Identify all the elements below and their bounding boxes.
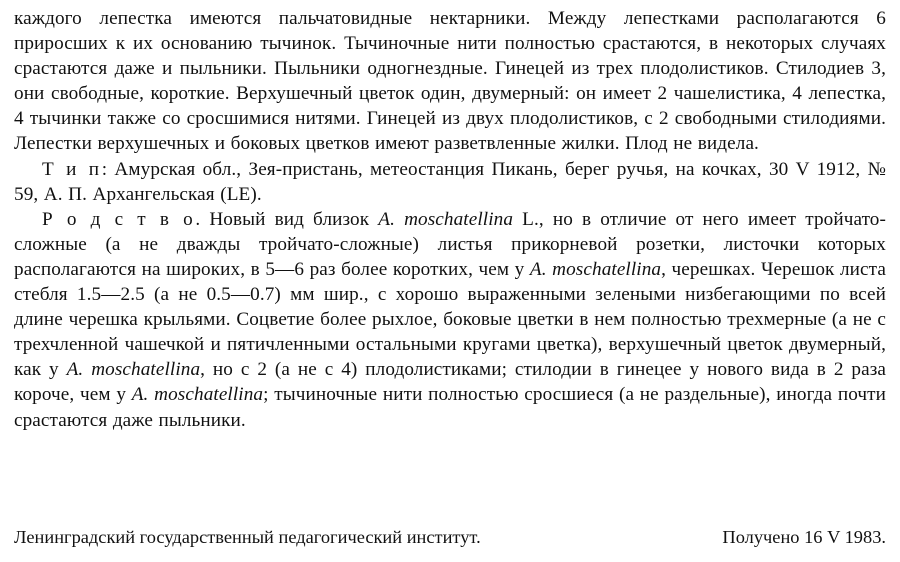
paragraph-container [14, 6, 886, 433]
text-run: . Новый вид близок [195, 208, 379, 230]
footer-institution: Ленинградский государственный педагогический институт. [14, 527, 481, 547]
text-run: L., но в отличие от него имеет тройчато-сложные (а не дважды тройчато-сложные) листья прикорневой розетки, листочки которых располагаются на широких, в 5—6 раз более коротких, чем у [14, 208, 886, 280]
text-run: каждого лепестка имеются пальчатовидные нектарники. Между лепестками располагаются 6 приросших к их основанию тычинок. Тычиночные нити полностью срастаются, в некоторых случаях срастаются даже и пыльники. Пыльники одногнездные. Гинецей из трех плодолистиков. Стилодиев 3, они свободные, короткие. Верхушечный цветок один, двумерный: он имеет 2 чашелистика, 4 лепестка, 4 тычинки также со сросшимися нитями. Гинецей из двух плодолистиков, с 2 свободными стилодиями. Лепестки верхушечных и боковых цветков имеют разветвленные жилки. Плод не видела. [14, 8, 886, 155]
text-run: , но с 2 (а не с 4) плодолистиками; стилодии в гинецее у нового вида в 2 раза короче, чем у [14, 359, 886, 406]
text-run: ; тычиночные нити полностью сросшиеся (а не раздельные), иногда почти срастаются даже пыльники. [14, 384, 886, 431]
paragraph-description [14, 6, 886, 157]
paragraph-affinity [14, 207, 886, 433]
paragraph-type-specimen [14, 157, 886, 207]
footer-received-date: Получено 16 V 1983. [722, 527, 886, 547]
species-name: A. moschatellina [529, 258, 662, 280]
section-label: Р о д с т в о [42, 208, 196, 230]
text-run: : Амурская обл., Зея-пристань, метеостанция Пикань, берег ручья, на кочках, 30 V 1912, № 59, А. П. Архангельская (LE). [14, 158, 886, 205]
page-footer [14, 527, 886, 548]
species-name: A. moschatellina [378, 208, 514, 230]
section-label: Т и п [42, 158, 102, 180]
species-name: A. moschatellina [66, 359, 201, 381]
species-name: A. moschatellina [131, 384, 264, 406]
text-run: , черешках. Черешок листа стебля 1.5—2.5 (а не 0.5—0.7) мм шир., с хорошо выраженными зелеными низбегающими по всей длине черешка крыльями. Соцветие более рыхлое, боковые цветки в нем полностью трехмерные (а не с трехчленной чашечкой и пятичленными остальными кругами цветка), верхушечный цветок двумерный, как у [14, 258, 886, 381]
